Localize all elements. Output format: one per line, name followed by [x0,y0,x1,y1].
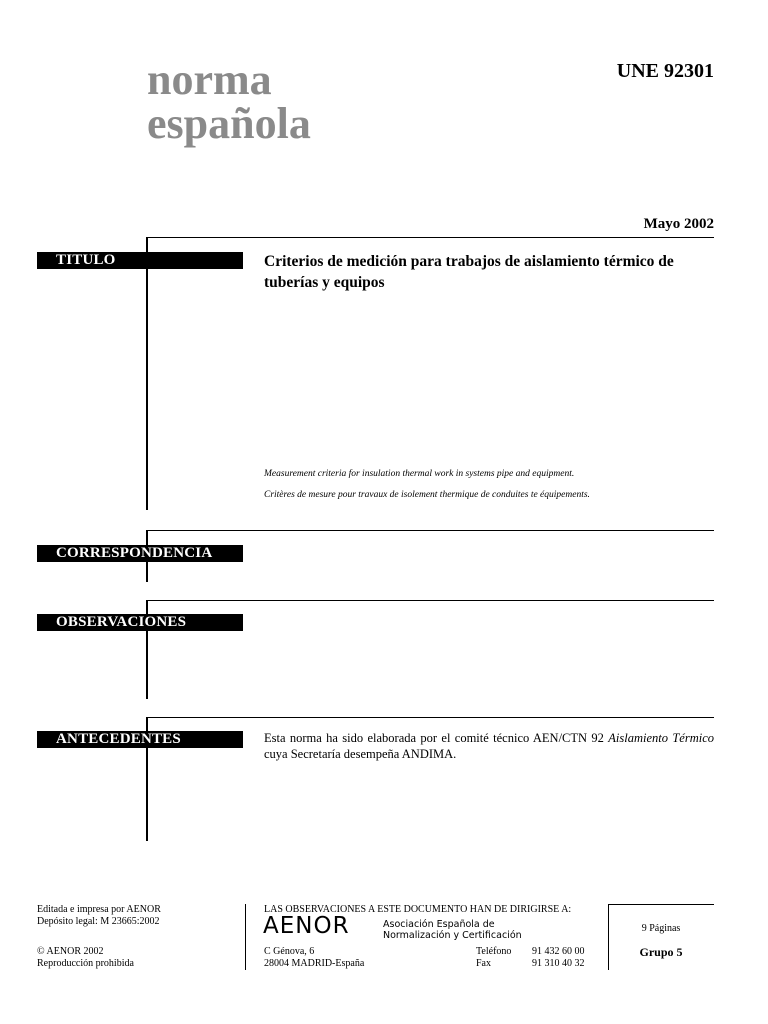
antecedentes-committee-name: Aislamiento Térmico [608,731,714,745]
telefono-value: 91 432 60 00 [532,946,585,957]
telefono-label: Teléfono [476,946,512,957]
titulo-left-rule [146,237,148,510]
antecedentes-text [264,730,714,762]
correspondencia-top-rule [147,530,714,531]
title-english: Measurement criteria for insulation thermal work in systems pipe and equipment. [264,469,575,479]
fax-value: 91 310 40 32 [532,958,585,969]
footer-contact-labels [476,946,511,970]
antecedentes-text-part1: Esta norma ha sido elaborada por el comité técnico AEN/CTN 92 [264,731,609,745]
antecedentes-text-part2: cuya Secretaría desempeña ANDIMA. [264,747,457,761]
brand-line-2: española [147,99,311,148]
titulo-label: TITULO [37,252,243,269]
footer-dirigirse: LAS OBSERVACIONES A ESTE DOCUMENTO HAN DE DIRIGIRSE A: [264,904,572,915]
footer-contact-values [532,946,585,970]
footer-address [264,946,364,970]
aenor-logo: AENOR [263,913,350,939]
standard-code: UNE 92301 [616,60,714,82]
pages-box-top-rule [608,904,714,905]
observaciones-label: OBSERVACIONES [37,614,243,631]
footer-copyright-block [37,946,134,970]
correspondencia-label: CORRESPONDENCIA [37,545,243,562]
footer-divider-left [245,904,246,970]
brand-line-1: norma [147,55,272,104]
page-count: 9 Páginas [641,923,681,934]
pages-box-left-rule [608,904,609,970]
aenor-name-line2: Normalización y Certificación [383,930,522,941]
footer-reproduccion: Reproducción prohibida [37,958,134,969]
address-line1: C Génova, 6 [264,946,315,957]
antecedentes-top-rule [147,717,714,718]
footer-publisher [37,904,161,928]
aenor-name-line1: Asociación Española de [383,919,495,930]
title-french: Critères de mesure pour travaux de isolement thermique de conduites te équipements. [264,490,590,500]
document-title: Criterios de medición para trabajos de aislamiento térmico de tuberías y equipos [264,253,674,291]
aenor-full-name [383,919,522,941]
price-group: Grupo 5 [639,945,683,959]
observaciones-top-rule [147,600,714,601]
footer-deposito: Depósito legal: M 23665:2002 [37,916,160,927]
brand-wordmark [147,55,311,148]
publication-date: Mayo 2002 [643,216,714,232]
fax-label: Fax [476,958,491,969]
titulo-top-rule [147,237,714,238]
antecedentes-label: ANTECEDENTES [37,731,243,748]
footer-copyright: © AENOR 2002 [37,946,104,957]
footer-edited: Editada e impresa por AENOR [37,904,161,915]
address-line2: 28004 MADRID-España [264,958,365,969]
